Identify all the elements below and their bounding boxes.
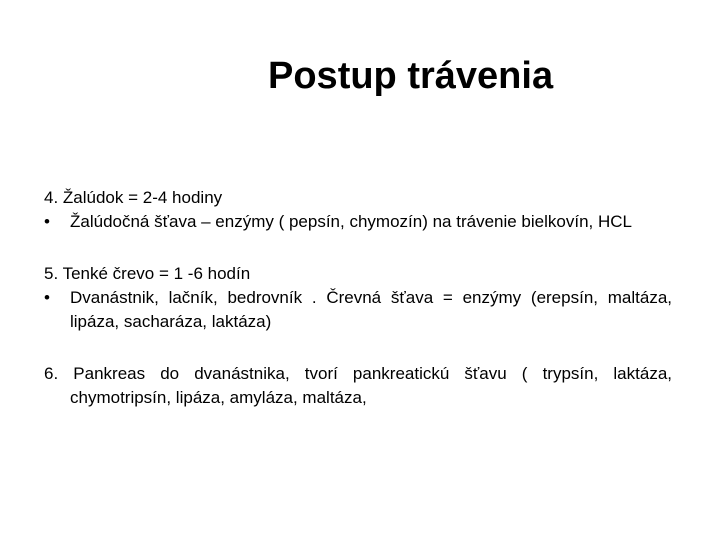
- slide-title: Postup trávenia: [268, 55, 554, 97]
- bullet-item-small-intestine: [44, 286, 672, 334]
- section-heading-small-intestine: 5. Tenké črevo = 1 -6 hodín: [44, 264, 251, 283]
- spacer: [44, 334, 672, 362]
- slide-body: [44, 186, 672, 410]
- bullet-icon: •: [44, 288, 50, 307]
- spacer: [44, 234, 672, 262]
- bullet-text-small-intestine: Dvanástnik, lačník, bedrovník . Črevná šťava = enzýmy (erepsín, maltáza, lipáza, sacharáza, laktáza): [70, 288, 672, 331]
- bullet-icon: •: [44, 212, 50, 231]
- bullet-text-stomach: Žalúdočná šťava – enzýmy ( pepsín, chymozín) na trávenie bielkovín, HCL: [70, 212, 632, 231]
- paragraph-pancreas: 6. Pankreas do dvanástnika, tvorí pankreatickú šťavu ( trypsín, laktáza, chymotripsín, lipáza, amyláza, maltáza,: [44, 364, 672, 407]
- bullet-item-stomach: [44, 210, 672, 234]
- section-heading-stomach: 4. Žalúdok = 2-4 hodiny: [44, 188, 223, 207]
